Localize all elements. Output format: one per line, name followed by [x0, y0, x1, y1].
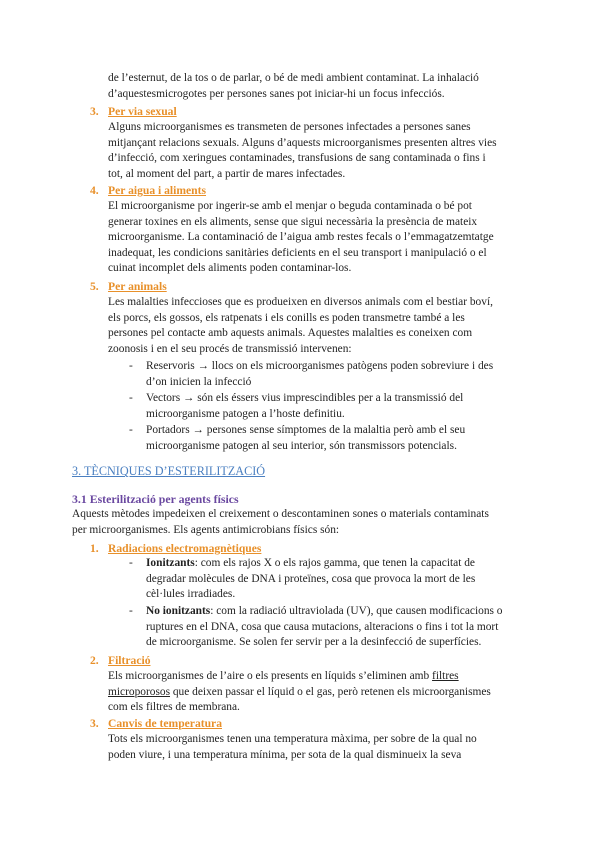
text-line: cèl·lules irradiades.	[146, 588, 236, 601]
item-title-filtration: Filtració	[108, 654, 151, 667]
bullet-vectors	[146, 391, 526, 422]
bullet-dash: -	[129, 605, 133, 617]
text-line	[146, 604, 526, 620]
bullet-reservoirs	[146, 359, 526, 390]
item-body-sexual	[108, 120, 528, 182]
bullet-carriers	[146, 423, 526, 454]
text-line: microorganisme patogen al seu interior, són transmissors potencials.	[146, 439, 457, 452]
text-line: mitjançant relacions sexuals. Alguns d’aquests microorganismes presenten altres vies	[108, 136, 497, 149]
list-number: 1.	[90, 542, 99, 555]
list-number: 5.	[90, 280, 99, 293]
text-line: d’on inicien la infecció	[146, 375, 252, 388]
text-line: El microorganisme por ingerir-se amb el menjar o beguda contaminada o bé pot	[108, 200, 472, 212]
term-ionizing: Ionitzants	[146, 557, 195, 569]
text-line	[108, 685, 528, 701]
text-line: cuinat incomplet dels aliments poden contaminar-los.	[108, 262, 352, 275]
term-description: : com la radiació ultraviolada (UV), que causen modificacions o	[210, 605, 503, 617]
text-line: Portadors → persones sense símptomes de la malaltia però amb el seu	[146, 424, 466, 436]
subsection-intro	[72, 507, 528, 538]
text-line	[108, 669, 528, 685]
text-line: d’infecció, com xeringues contaminades, transfusions de sang contaminada o fins i	[108, 152, 486, 165]
term-description: : com els rajos X o els rajos gamma, que tenen la capacitat de	[194, 557, 475, 569]
text-line: Vectors → són els éssers vius imprescindibles per a la transmissió del	[146, 392, 464, 404]
item-body-animals	[108, 295, 528, 357]
text-line: Tots els microorganismes tenen una temperatura màxima, per sobre de la qual no	[108, 733, 477, 745]
text-line: zoonosis i en el seu procés de transmissió intervenen:	[108, 342, 352, 355]
text-line: Les malalties infeccioses que es produeixen en diversos animals com el bestiar boví,	[108, 296, 493, 308]
item-title-temperature: Canvis de temperatura	[108, 717, 222, 730]
underlined-term: microporosos	[108, 685, 171, 698]
text-line: per microorganismes. Els agents antimicrobians físics són:	[72, 523, 340, 536]
text-line: ruptures en el DNA, cosa que causa mutacions, alteracions o fins i tot la mort	[146, 620, 499, 633]
list-number: 3.	[90, 717, 99, 730]
underlined-term: filtres	[432, 670, 459, 682]
text-line: d’aquestesmicrogotes per persones sanes pot iniciar-hi un focus infecciós.	[108, 87, 445, 100]
text-line: Aquests mètodes impedeixen el creixement o descontaminen sones o materials contaminats	[72, 508, 489, 520]
item-body-water-food	[108, 199, 528, 277]
item-title-water-food: Per aigua i aliments	[108, 184, 207, 197]
item-title-animals: Per animals	[108, 280, 167, 293]
text-run: Els microorganismes de l’aire o els presents en líquids s’eliminen amb	[108, 670, 433, 682]
item-title-sexual: Per via sexual	[108, 105, 177, 118]
subsection-heading: 3.1 Esterilització per agents físics	[72, 492, 239, 506]
text-line: generar toxines en els aliments, sense que sigui necessària la presència de mateix	[108, 215, 478, 228]
section-heading: 3. TÈCNIQUES D’ESTERILITZACIÓ	[72, 464, 266, 478]
text-line: microorganisme. La contaminació de l’aigua amb restes fecals o l’emmagatzemtatge	[108, 231, 494, 244]
text-line: persones pel contacte amb aquests animals. Aquestes malalties es coneixen com	[108, 327, 473, 340]
text-line: degradar molècules de DNA i proteïnes, cosa que provoca la mort de les	[146, 572, 476, 585]
text-line: microorganisme patogen a l’hoste definitiu.	[146, 407, 345, 420]
top-paragraph	[108, 71, 528, 102]
text-line	[146, 556, 526, 572]
item-body-filtration	[108, 669, 528, 716]
text-line: de l’esternut, de la tos o de parlar, o bé de medi ambient contaminat. La inhalació	[108, 72, 479, 84]
text-line: inadequat, les condicions sanitàries deficients en el seu transport i manipulació o el	[108, 246, 487, 259]
bullet-ionizing	[146, 556, 526, 603]
text-line: com els filtres de membrana.	[108, 701, 240, 714]
term-non-ionizing: No ionitzants	[146, 605, 211, 617]
bullet-dash: -	[129, 424, 133, 436]
text-line: poden viure, i una temperatura mínima, per sota de la qual disminueix la seva	[108, 748, 462, 761]
bullet-dash: -	[129, 557, 133, 569]
list-number: 3.	[90, 105, 99, 118]
text-line: els porcs, els gossos, els ratpenats i els conills es poden transmetre també a les	[108, 311, 465, 324]
list-number: 4.	[90, 184, 99, 197]
bullet-dash: -	[129, 392, 133, 404]
item-body-temperature	[108, 732, 528, 763]
item-title-radiation: Radiacions electromagnètiques	[108, 542, 262, 555]
text-line: de microorganisme. Se solen fer servir per a la desinfecció de superfícies.	[146, 636, 482, 649]
bullet-dash: -	[129, 360, 133, 372]
text-line: Reservoris → llocs on els microorganismes patògens poden sobreviure i des	[146, 360, 494, 372]
list-number: 2.	[90, 654, 99, 667]
text-line: Alguns microorganismes es transmeten de persones infectades a persones sanes	[108, 121, 471, 133]
text-line: tot, al moment del part, a partir de mares infectades.	[108, 167, 346, 180]
bullet-non-ionizing	[146, 604, 526, 651]
text-run: que deixen passar el líquid o el gas, però retenen els microorganismes	[170, 685, 491, 698]
